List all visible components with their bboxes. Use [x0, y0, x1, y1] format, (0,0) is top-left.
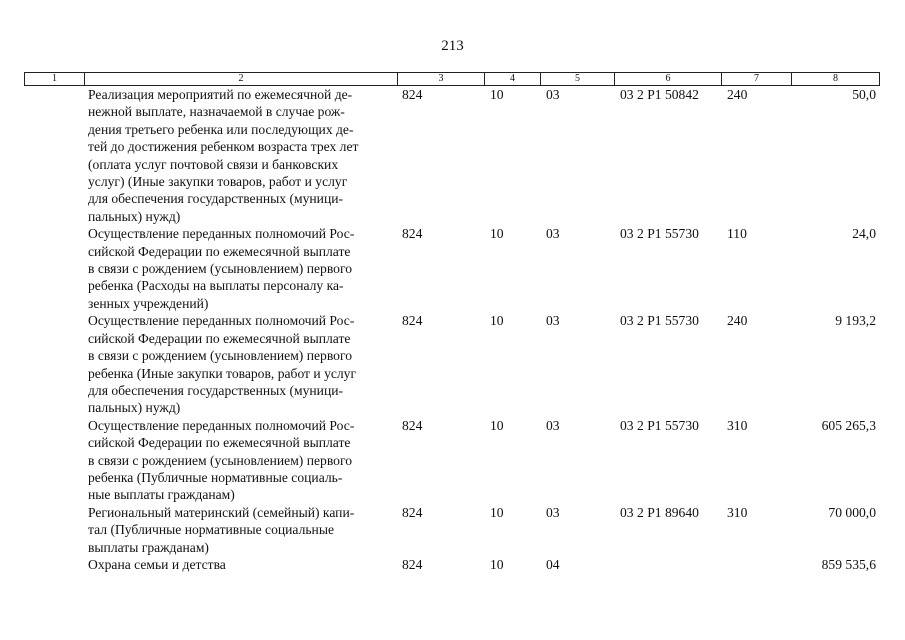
column-header-8: 8	[833, 73, 838, 84]
description-line: тей до достижения ребенком возраста трех лет	[88, 139, 359, 155]
section-code: 10	[490, 556, 504, 572]
description-line: ребенка (Расходы на выплаты персоналу ка-	[88, 278, 344, 294]
description-line: выплаты гражданам)	[88, 539, 209, 555]
description-line: Осуществление переданных полномочий Рос-	[88, 226, 355, 242]
description-line: в связи с рождением (усыновлением) первого	[88, 261, 352, 277]
subsection-code: 03	[546, 87, 560, 102]
description-line: в связи с рождением (усыновлением) первого	[88, 452, 352, 468]
subsection-code: 03	[546, 417, 560, 433]
target-article-code: 03 2 Р1 55730	[620, 313, 699, 329]
row-description	[88, 312, 392, 416]
description-line: Осуществление переданных полномочий Рос-	[88, 417, 355, 433]
subsection-code: 03	[546, 504, 560, 520]
expense-type-code: 110	[727, 226, 747, 242]
description-line: тал (Публичные нормативные социальные	[88, 522, 335, 538]
expense-type-code: 240	[727, 313, 748, 329]
amount-value: 50,0	[852, 87, 876, 102]
description-line: зенных учреждений)	[88, 295, 209, 311]
description-line: нежной выплате, назначаемой в случае рож-	[88, 104, 345, 120]
subsection-code: 04	[546, 556, 560, 572]
description-line: Реализация мероприятий по ежемесячной де-	[88, 87, 353, 102]
ministry-code: 824	[402, 87, 423, 102]
ministry-code: 824	[402, 226, 423, 242]
expense-type-code: 240	[727, 87, 748, 102]
column-header-2: 2	[85, 73, 398, 85]
subsection-code: 03	[546, 313, 560, 329]
expense-type-code: 310	[727, 504, 748, 520]
description-line: (оплата услуг почтовой связи и банковских	[88, 156, 339, 172]
ministry-code: 824	[402, 417, 423, 433]
column-header-5: 5	[541, 73, 615, 85]
target-article-code: 03 2 Р1 89640	[620, 504, 699, 520]
description-line: Осуществление переданных полномочий Рос-	[88, 313, 355, 329]
expense-type-code: 310	[727, 417, 748, 433]
description-line: дения третьего ребенка или последующих де-	[88, 121, 354, 137]
section-code: 10	[490, 504, 504, 520]
row-description	[88, 504, 392, 556]
column-header-6: 6	[615, 73, 722, 85]
page-number: 213	[441, 38, 464, 54]
amount-value: 70 000,0	[828, 504, 876, 520]
column-header-7: 7	[722, 73, 792, 85]
section-code: 10	[490, 417, 504, 433]
ministry-code: 824	[402, 556, 423, 572]
target-article-code: 03 2 Р1 50842	[620, 87, 699, 102]
table-row	[24, 86, 880, 225]
section-code: 10	[490, 226, 504, 242]
table-header-row	[24, 72, 880, 86]
amount-value: 859 535,6	[821, 556, 876, 572]
column-header-3: 3	[398, 73, 485, 85]
table-row	[24, 556, 880, 573]
description-line: в связи с рождением (усыновлением) первого	[88, 348, 352, 364]
description-line: услуг) (Иные закупки товаров, работ и услуг	[88, 174, 348, 190]
target-article-code: 03 2 Р1 55730	[620, 226, 699, 242]
row-description	[88, 225, 392, 312]
column-header-4: 4	[485, 73, 541, 85]
table-row	[24, 312, 880, 416]
description-line: пальных) нужд)	[88, 208, 181, 224]
table-row	[24, 417, 880, 504]
column-header-1: 1	[25, 73, 85, 85]
description-line: ные выплаты гражданам)	[88, 487, 235, 503]
description-line: Региональный материнский (семейный) капи-	[88, 504, 355, 520]
description-line: сийской Федерации по ежемесячной выплате	[88, 243, 351, 259]
row-description	[88, 417, 392, 504]
amount-value: 605 265,3	[821, 417, 876, 433]
ministry-code: 824	[402, 504, 423, 520]
description-line: пальных) нужд)	[88, 400, 181, 416]
table-body	[24, 86, 880, 573]
amount-value: 9 193,2	[835, 313, 876, 329]
description-line: сийской Федерации по ежемесячной выплате	[88, 435, 351, 451]
section-code: 10	[490, 87, 504, 102]
description-line: для обеспечения государственных (муници-	[88, 382, 344, 398]
description-line: Охрана семьи и детства	[88, 556, 226, 572]
section-code: 10	[490, 313, 504, 329]
description-line: ребенка (Публичные нормативные социаль-	[88, 469, 343, 485]
target-article-code: 03 2 Р1 55730	[620, 417, 699, 433]
row-description	[88, 556, 392, 573]
subsection-code: 03	[546, 226, 560, 242]
amount-value: 24,0	[852, 226, 876, 242]
description-line: ребенка (Иные закупки товаров, работ и услуг	[88, 365, 357, 381]
table-row	[24, 504, 880, 556]
description-line: сийской Федерации по ежемесячной выплате	[88, 330, 351, 346]
row-description	[88, 86, 392, 225]
ministry-code: 824	[402, 313, 423, 329]
description-line: для обеспечения государственных (муници-	[88, 191, 344, 207]
table-row	[24, 225, 880, 312]
